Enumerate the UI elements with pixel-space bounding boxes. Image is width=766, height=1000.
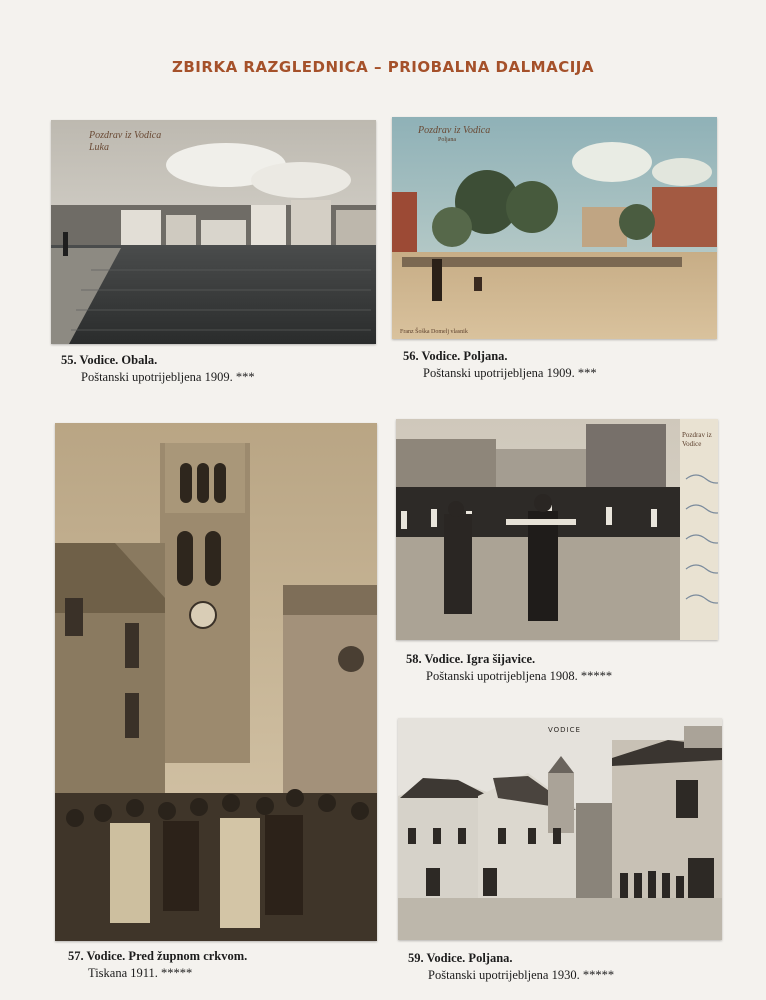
postcard-57-caption [68, 948, 247, 982]
postcard-55-card-subtitle: Luka [89, 142, 109, 153]
postcard-56-publisher: Franz Šoška Domelj vlasnik [400, 329, 468, 335]
postcard-57-image [55, 423, 377, 941]
postcard-55-image [51, 120, 376, 344]
postcard-59-card-title: VODICE [548, 726, 581, 734]
postcard-58-subtitle: Poštanski upotrijebljena 1908. ***** [426, 669, 613, 683]
postcard-58-image [396, 419, 718, 640]
postcard-55-subtitle: Poštanski upotrijebljena 1909. *** [81, 370, 255, 384]
postcard-57-subtitle: Tiskana 1911. ***** [88, 966, 193, 980]
postcard-58-caption [406, 651, 612, 685]
postcard-59-caption [408, 950, 614, 984]
postcard-56-card-title: Pozdrav iz Vodica [418, 125, 491, 136]
postcard-58-title: 58. Vodice. Igra šijavice. [406, 652, 536, 666]
postcard-59-title: 59. Vodice. Poljana. [408, 951, 513, 965]
postcard-56-subtitle: Poštanski upotrijebljena 1909. *** [423, 366, 597, 380]
postcard-56-image [392, 117, 717, 339]
page-title: ZBIRKA RAZGLEDNICA – PRIOBALNA DALMACIJA [172, 58, 594, 76]
postcard-56-caption [403, 348, 597, 382]
postcard-55-caption [61, 352, 255, 386]
postcard-56-card-subtitle: Poljana [438, 137, 456, 143]
postcard-55-card-title: Pozdrav iz Vodica [89, 130, 162, 141]
postcard-56-title: 56. Vodice. Poljana. [403, 349, 508, 363]
postcard-58-card-title: Pozdrav iz Vodice [682, 431, 712, 448]
postcard-55-title: 55. Vodice. Obala. [61, 353, 158, 367]
postcard-59-image [398, 718, 722, 940]
postcard-59-subtitle: Poštanski upotrijebljena 1930. ***** [428, 968, 615, 982]
postcard-57-title: 57. Vodice. Pred župnom crkvom. [68, 949, 248, 963]
